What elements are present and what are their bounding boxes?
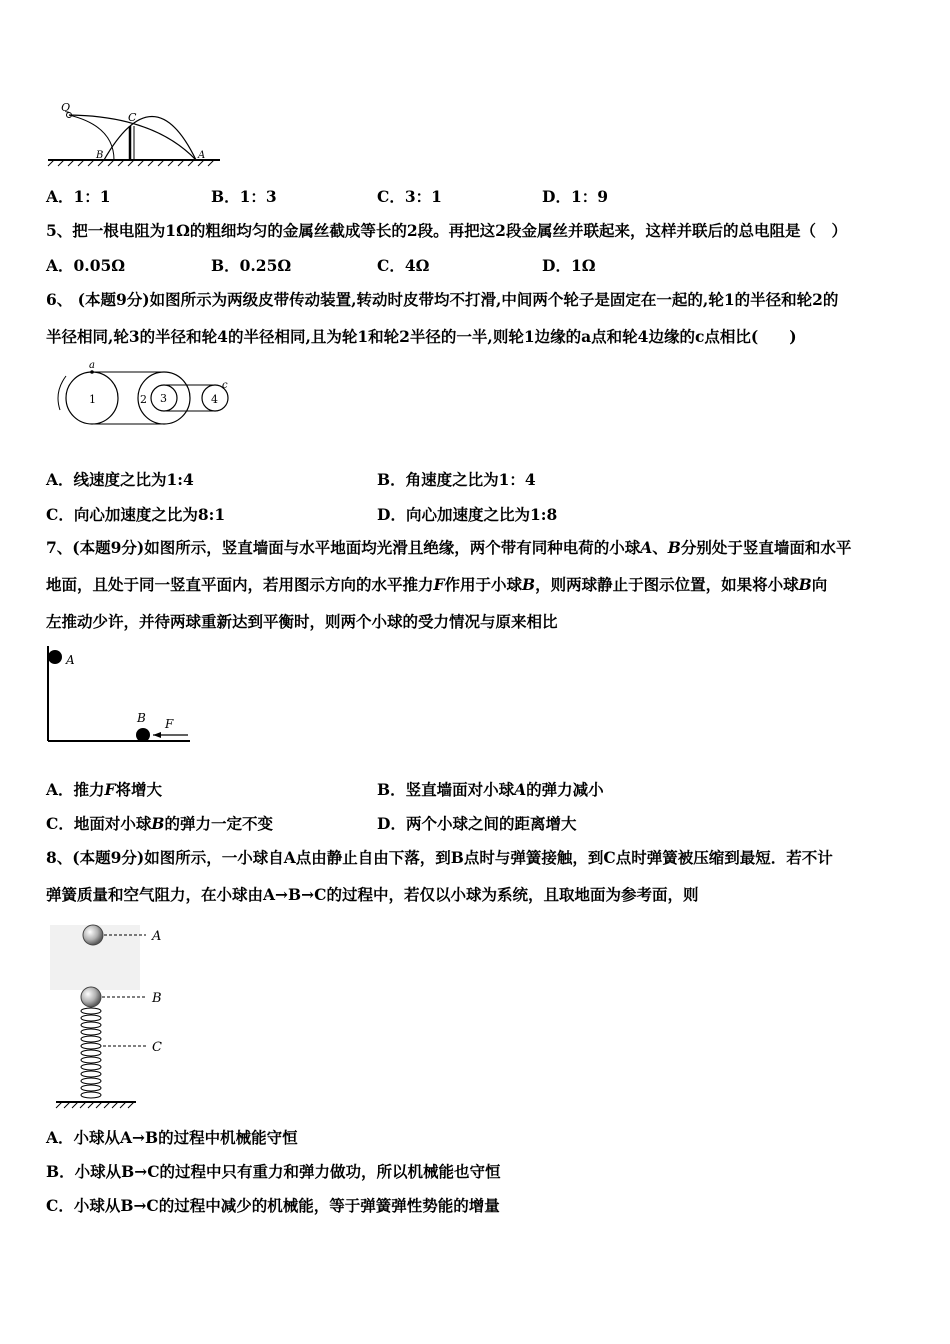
q7-opt-var: A bbox=[514, 780, 527, 799]
q6-option-d[interactable]: D．向心加速度之比为1:8 bbox=[377, 505, 558, 524]
q8-label-b: B bbox=[152, 991, 162, 1006]
q6-wheel-4: 4 bbox=[211, 393, 218, 406]
q8-label-a: A bbox=[152, 929, 162, 944]
q4-label-q: Q bbox=[61, 101, 71, 114]
q4-label-b: B bbox=[96, 150, 104, 161]
q8-stem-line1: 8、(本题9分)如图所示，一小球自A点由静止自由下落，到B点时与弹簧接触，到C点时弹簧被压缩到最短．若不计 bbox=[46, 848, 833, 867]
q8-option-b[interactable]: B．小球从B→C的过程中只有重力和弹力做功，所以机械能也守恒 bbox=[46, 1162, 501, 1181]
q7-option-d[interactable]: D．两个小球之间的距离增大 bbox=[377, 814, 577, 833]
q7-stem-line2 bbox=[46, 575, 827, 595]
q7-opt-var: F bbox=[104, 780, 116, 799]
q7-stem-var: A bbox=[640, 538, 653, 557]
q5-option-b[interactable]: B．0.25Ω bbox=[211, 256, 292, 275]
q7-stem-line1 bbox=[46, 538, 851, 558]
q7-opt-text: A．推力 bbox=[46, 780, 105, 799]
q5-option-d[interactable]: D．1Ω bbox=[542, 256, 596, 275]
q6-option-b[interactable]: B．角速度之比为1：4 bbox=[377, 470, 536, 489]
q4-figure bbox=[44, 98, 224, 168]
q7-opt-text: B．竖直墙面对小球 bbox=[377, 780, 515, 799]
q4-option-a[interactable]: A．1：1 bbox=[46, 187, 111, 206]
q4-option-d[interactable]: D．1：9 bbox=[542, 187, 609, 206]
q7-stem-var: B bbox=[522, 575, 536, 594]
q7-stem-var: F bbox=[433, 575, 445, 594]
q8-spring-figure bbox=[48, 915, 178, 1115]
q4-label-a: A bbox=[198, 150, 206, 161]
q7-option-b[interactable] bbox=[377, 780, 604, 800]
q7-stem-text: 分别处于竖直墙面和水平 bbox=[680, 538, 852, 557]
q7-option-a[interactable] bbox=[46, 780, 162, 800]
q4-option-c[interactable]: C．3：1 bbox=[377, 187, 442, 206]
q6-label-a: a bbox=[89, 360, 95, 371]
q7-stem-var: B bbox=[798, 575, 812, 594]
q5-option-c[interactable]: C．4Ω bbox=[377, 256, 430, 275]
q5-stem: 5、把一根电阻为1Ω的粗细均匀的金属丝截成等长的2段。再把这2段金属丝并联起来，这样并联后的总电阻是（ ） bbox=[46, 221, 847, 240]
q7-label-a: A bbox=[66, 653, 75, 667]
q7-option-c[interactable] bbox=[46, 814, 273, 834]
q7-opt-text: 的弹力减小 bbox=[526, 780, 604, 799]
q6-stem-line2: 半径相同,轮3的半径和轮4的半径相同,且为轮1和轮2半径的一半,则轮1边缘的a点和轮4边缘的c点相比( ) bbox=[46, 327, 797, 346]
q7-opt-text: 的弹力一定不变 bbox=[164, 814, 273, 833]
q7-opt-var: B bbox=[151, 814, 165, 833]
q7-stem-text: 向 bbox=[811, 575, 828, 594]
q7-stem-text: ，则两球静止于图示位置，如果将小球 bbox=[535, 575, 799, 594]
q7-stem-var: B bbox=[667, 538, 681, 557]
q8-option-a[interactable]: A．小球从A→B的过程中机械能守恒 bbox=[46, 1128, 298, 1147]
q8-option-c[interactable]: C．小球从B→C的过程中减少的机械能，等于弹簧弹性势能的增量 bbox=[46, 1196, 500, 1215]
q7-wall-figure bbox=[40, 642, 195, 747]
q4-label-c: C bbox=[128, 111, 137, 124]
q7-stem-text: 、 bbox=[652, 538, 668, 557]
q7-opt-text: C．地面对小球 bbox=[46, 814, 152, 833]
q5-option-a[interactable]: A．0.05Ω bbox=[46, 256, 126, 275]
q6-label-c: c bbox=[222, 380, 228, 391]
q7-stem-text: 地面，且处于同一竖直平面内，若用图示方向的水平推力 bbox=[46, 575, 434, 594]
q7-label-f: F bbox=[165, 717, 174, 731]
q6-belt-figure bbox=[52, 358, 237, 433]
q7-stem-line3: 左推动少许，并待两球重新达到平衡时，则两个小球的受力情况与原来相比 bbox=[46, 612, 558, 631]
q7-label-b: B bbox=[137, 711, 146, 725]
q7-opt-text: 将增大 bbox=[115, 780, 163, 799]
q6-stem-line1: 6、 (本题9分)如图所示为两级皮带传动装置,转动时皮带均不打滑,中间两个轮子是固定在一起的,轮1的半径和轮2的 bbox=[46, 290, 839, 309]
q6-option-c[interactable]: C．向心加速度之比为8:1 bbox=[46, 505, 226, 524]
q7-stem-text: 7、(本题9分)如图所示，竖直墙面与水平地面均光滑且绝缘，两个带有同种电荷的小球 bbox=[46, 538, 641, 557]
q7-stem-text: 作用于小球 bbox=[444, 575, 523, 594]
q8-label-c: C bbox=[152, 1040, 162, 1055]
q4-option-b[interactable]: B．1：3 bbox=[211, 187, 277, 206]
q6-wheel-3: 3 bbox=[160, 392, 167, 405]
q6-wheel-2: 2 bbox=[140, 393, 147, 406]
q6-option-a[interactable]: A．线速度之比为1:4 bbox=[46, 470, 194, 489]
q8-stem-line2: 弹簧质量和空气阻力，在小球由A→B→C的过程中，若仅以小球为系统，且取地面为参考面，则 bbox=[46, 885, 699, 904]
q6-wheel-1: 1 bbox=[89, 393, 96, 406]
